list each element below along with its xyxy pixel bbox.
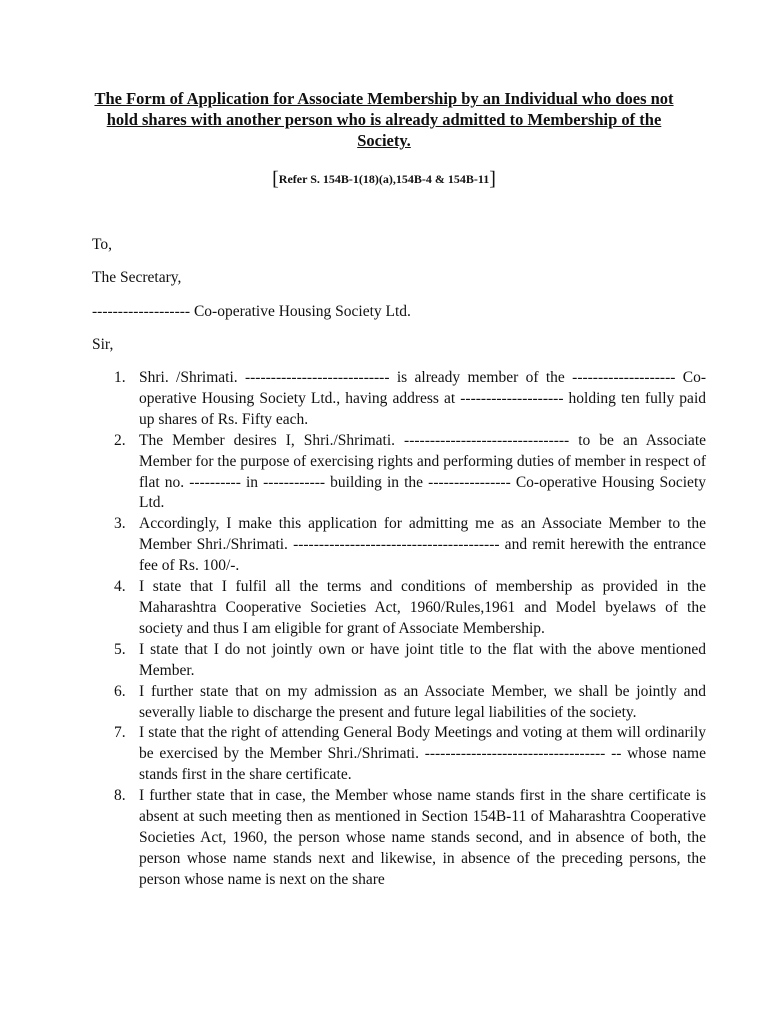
- application-clauses: [92, 368, 706, 891]
- item-number: 4.: [114, 578, 126, 596]
- list-item: [92, 786, 706, 891]
- item-number: 2.: [114, 431, 126, 449]
- reference-note: [80, 168, 688, 190]
- item-number: 1.: [114, 369, 126, 386]
- item-text: I further state that in case, the Member whose name stands first in the share certificate is absent at such meeting then as mentioned in Section 154B-11 of Maharashtra Cooperative Societies Act, 1960, the person whose name stands second, and in absence of both, the person whose name stands next and likewise, in absence of the preceding persons, the person whose name is next on the share: [139, 787, 706, 888]
- list-item: [92, 723, 706, 786]
- item-text: The Member desires I, Shri./Shrimati. -------------------------------- to be an Associate Member for the purpose of exercising rights and performing duties of member in respect of flat no. ---------- in ------------ building in the ---------------- Co-operative Housing Society Ltd.: [139, 431, 706, 512]
- item-text: Accordingly, I make this application for admitting me as an Associate Member to the Member Shri./Shrimati. ---------------------------------------- and remit herewith the entrance fee of Rs. 100/-.: [139, 515, 706, 575]
- reference-open-bracket: [: [272, 168, 279, 190]
- list-item: [92, 368, 706, 431]
- list-item: [92, 682, 706, 724]
- item-text: I further state that on my admission as an Associate Member, we shall be jointly and severally liable to discharge the present and future legal liabilities of the society.: [139, 682, 706, 721]
- address-recipient: The Secretary,: [92, 269, 182, 286]
- item-number: 7.: [114, 724, 126, 742]
- list-item: [92, 514, 706, 577]
- address-to: To,: [92, 236, 113, 253]
- item-number: 6.: [114, 682, 126, 700]
- document-title: The Form of Application for Associate Membership by an Individual who does not hold shares with another person who is already admitted to Membership of the Society.: [94, 89, 674, 150]
- item-text: I state that I do not jointly own or have joint title to the flat with the above mentioned Member.: [139, 640, 706, 679]
- reference-text: Refer S. 154B-1(18)(a),154B-4 & 154B-11: [278, 172, 490, 186]
- list-item: [92, 577, 706, 640]
- address-society: ------------------- Co-operative Housing Society Ltd.: [92, 303, 411, 320]
- item-number: 3.: [114, 515, 126, 533]
- item-text: Shri. /Shrimati. ---------------------------- is already member of the -------------------- Co-operative Housing Society Ltd., having address at -------------------- holding ten fully paid up shares of Rs. Fifty each.: [139, 369, 706, 428]
- list-item: [92, 640, 706, 682]
- salutation: Sir,: [92, 336, 114, 353]
- item-text: I state that I fulfil all the terms and conditions of membership as provided in the Maharashtra Cooperative Societies Act, 1960/Rules,1961 and Model byelaws of the society and thus I am eligible for grant of Associate Membership.: [139, 578, 706, 637]
- item-number: 8.: [114, 787, 126, 805]
- list-item: [92, 431, 706, 515]
- reference-close-bracket: ]: [489, 168, 496, 190]
- item-text: I state that the right of attending General Body Meetings and voting at them will ordinarily be exercised by the Member Shri./Shrimati. ----------------------------------- -- whose name stands first in the share certificate.: [139, 724, 706, 784]
- item-number: 5.: [114, 640, 126, 658]
